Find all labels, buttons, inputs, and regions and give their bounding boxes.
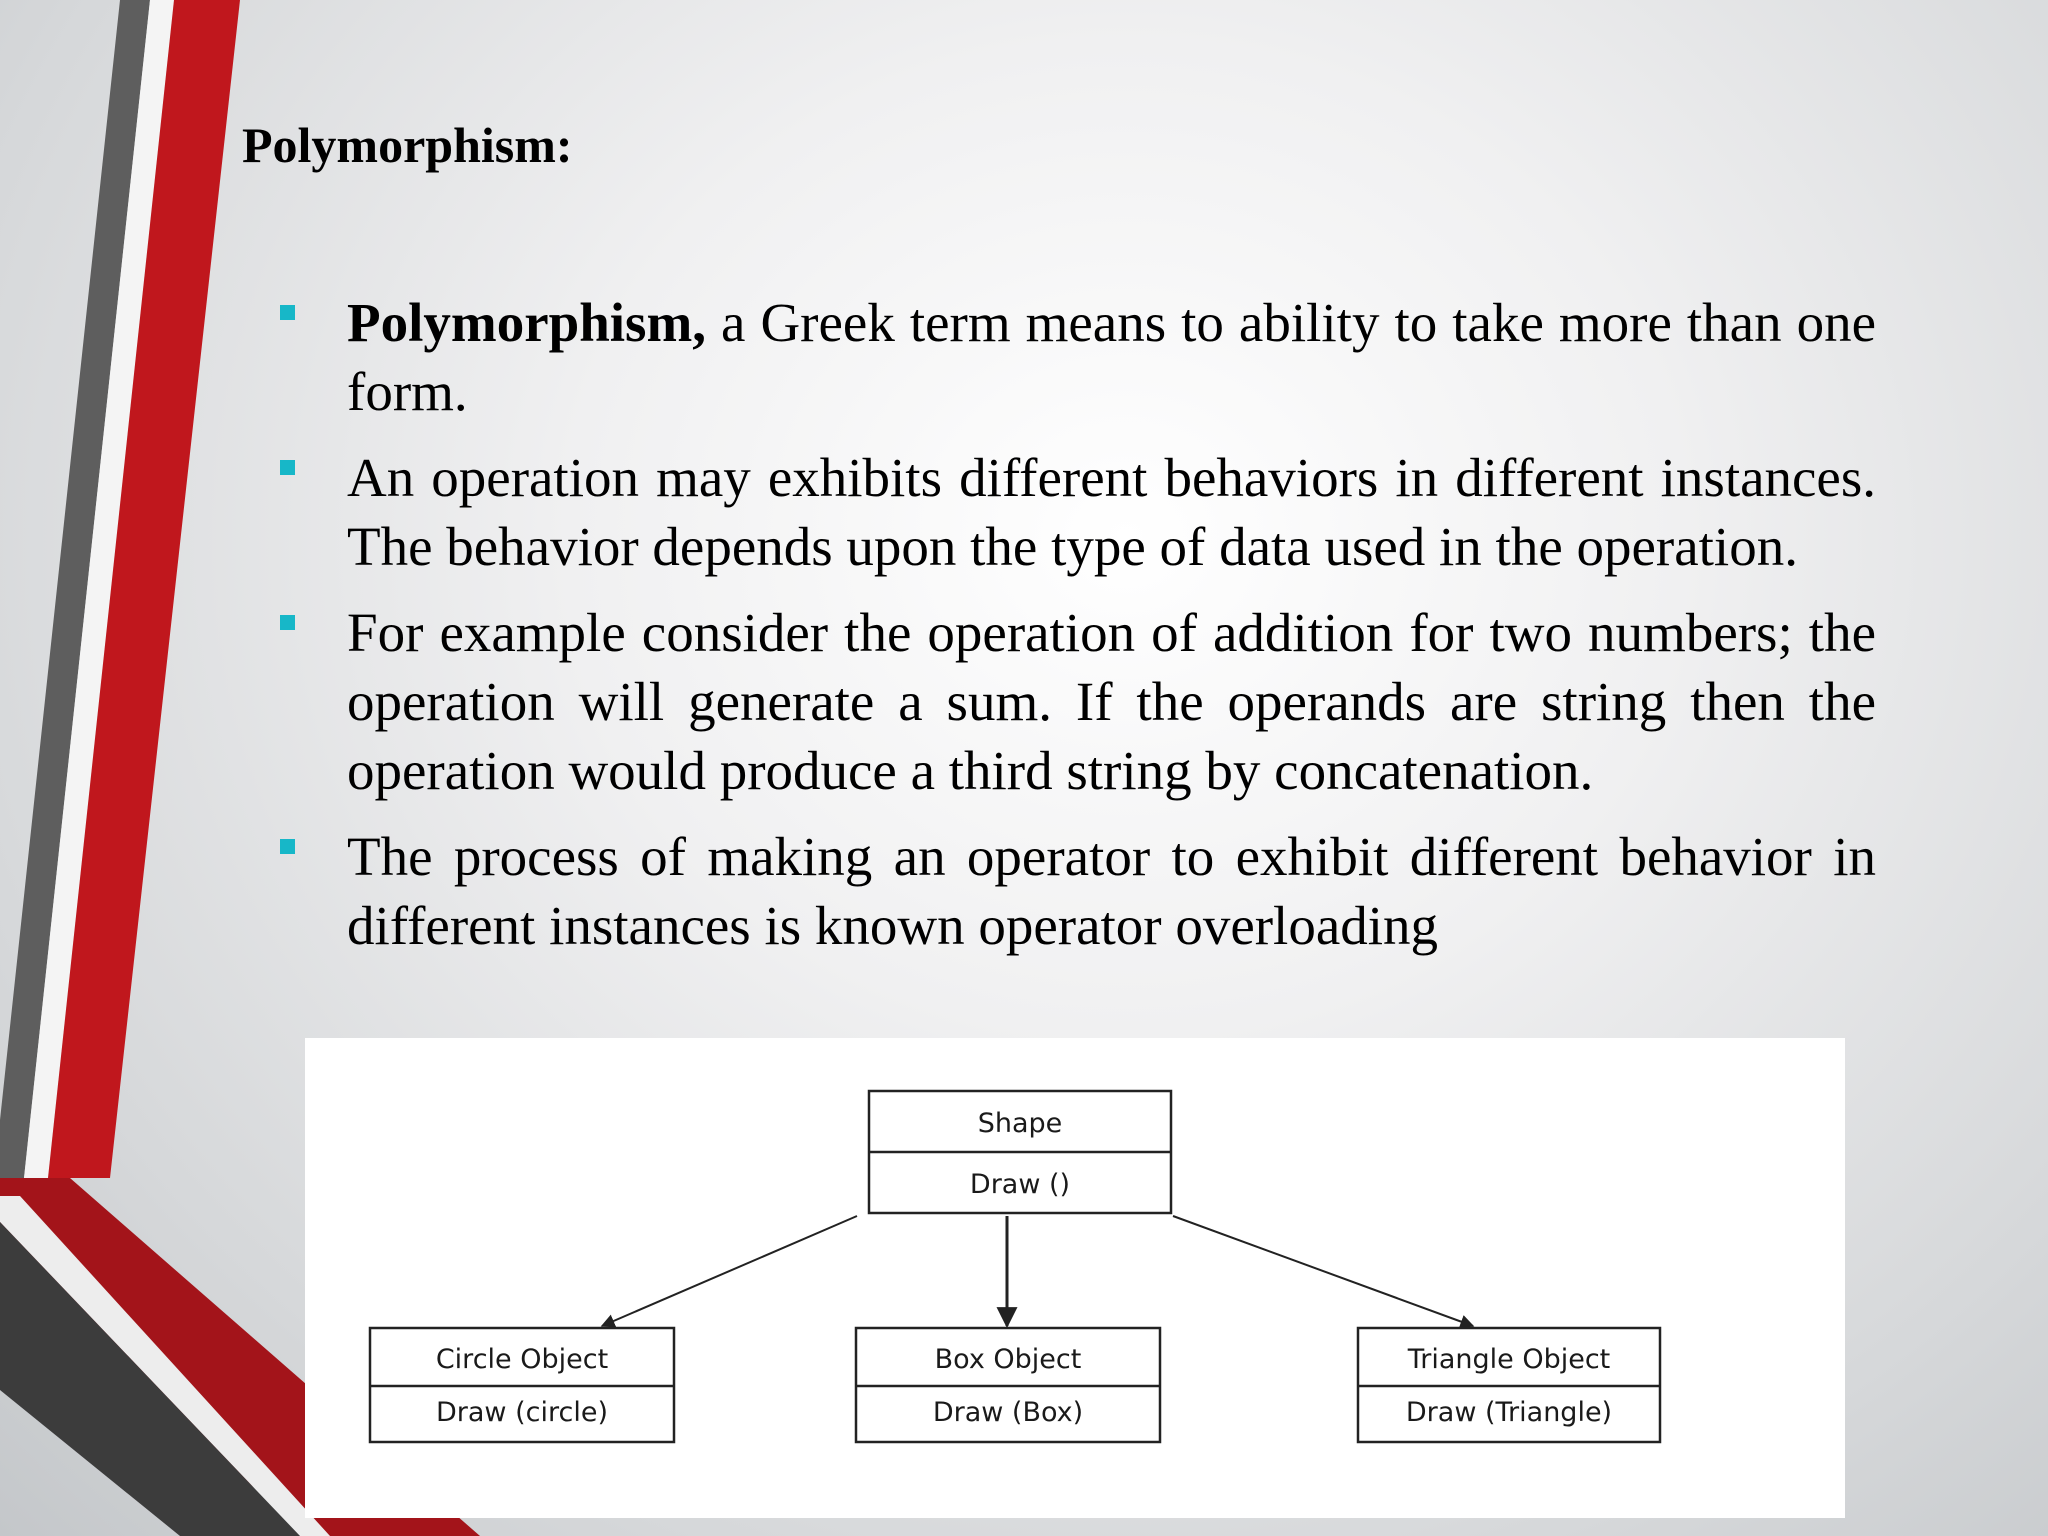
bullet-text: For example consider the operation of addition for two numbers; the operation will generate a sum. If the operands are string then the operation would produce a third string by concatenation.	[347, 602, 1876, 801]
triangle-class-method: Draw (Triangle)	[1405, 1397, 1613, 1428]
shape-class-method: Draw ()	[969, 1169, 1071, 1200]
class-diagram	[305, 1038, 1845, 1518]
bullet-item	[280, 443, 1876, 581]
bullet-list	[280, 288, 1876, 977]
connector-shape-circle	[602, 1216, 857, 1326]
bullet-marker-icon	[280, 305, 295, 320]
class-diagram-svg	[305, 1038, 1845, 1518]
slide-title: Polymorphism:	[242, 117, 573, 173]
triangle-class-box	[1358, 1328, 1660, 1442]
bullet-marker-icon	[280, 460, 295, 475]
connector-shape-triangle	[1173, 1216, 1473, 1326]
bullet-marker-icon	[280, 839, 295, 854]
box-class-method: Draw (Box)	[932, 1397, 1084, 1428]
bullet-lead: Polymorphism,	[347, 292, 707, 353]
bullet-item	[280, 288, 1876, 426]
shape-class-name: Shape	[977, 1108, 1063, 1139]
circle-class-box	[370, 1328, 674, 1442]
triangle-class-name: Triangle Object	[1407, 1344, 1611, 1375]
shape-class-box	[869, 1091, 1171, 1213]
bullet-item	[280, 822, 1876, 960]
bullet-marker-icon	[280, 615, 295, 630]
circle-class-method: Draw (circle)	[436, 1397, 608, 1428]
bullet-text: An operation may exhibits different behaviors in different instances. The behavior depends upon the type of data used in the operation.	[347, 447, 1876, 577]
bullet-item	[280, 598, 1876, 805]
circle-class-name: Circle Object	[435, 1344, 609, 1375]
box-class-name: Box Object	[934, 1344, 1082, 1375]
bullet-text: The process of making an operator to exhibit different behavior in different instances is known operator overloading	[347, 826, 1876, 956]
bullet-text: a Greek term means to ability to take more than one form.	[347, 292, 1876, 422]
box-class-box	[856, 1328, 1160, 1442]
